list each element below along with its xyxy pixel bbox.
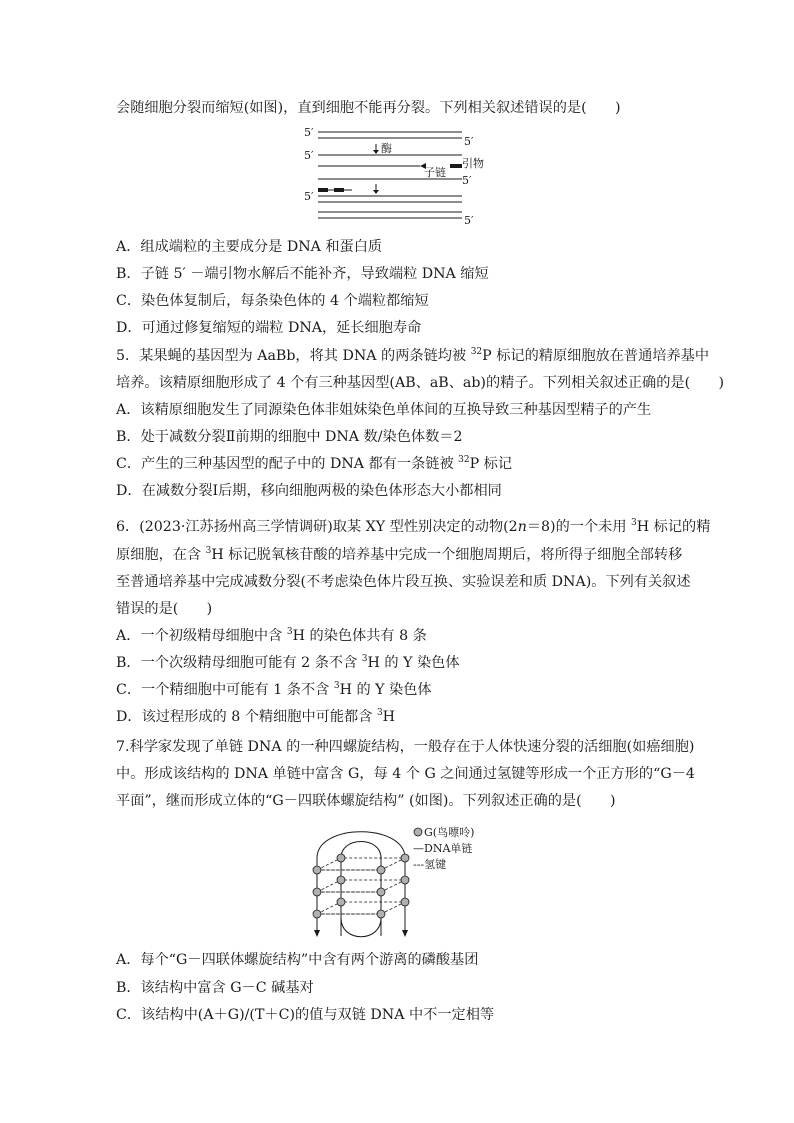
g-base: [401, 876, 409, 884]
q6-option-b: B．一个次级精母细胞可能有 2 条不含 $^3$H 的 Y 染色体: [116, 654, 460, 671]
g-base: [401, 898, 409, 906]
q7-stem-line1: 7.科学家发现了单链 DNA 的一种四螺旋结构，一般存在于人体快速分裂的活细胞(如癌细胞): [116, 739, 695, 755]
q6-stem-line3: 至普通培养基中完成减数分裂(不考虑染色体片段互换、实验误差和质 DNA)。下列有关叙述: [116, 574, 691, 590]
g-base: [377, 910, 385, 918]
telomere-diagram: [300, 124, 510, 228]
label-5prime-top-left: 5′: [304, 126, 314, 139]
q6-stem-line2: 原细胞，在含 $^3$H 标记脱氧核苷酸的培养基中完成一个细胞周期后，将所得子细胞全部转移: [116, 546, 683, 563]
strand-arrow-down: [402, 930, 408, 937]
q7-stem-line2: 中。形成该结构的 DNA 单链中富含 G，每 4 个 G 之间通过氢键等形成一个正方形的“G－4: [116, 766, 695, 782]
q7-stem-line3: 平面”，继而形成立体的“G－四联体螺旋结构” (如图)。下列叙述正确的是( ): [116, 793, 616, 809]
q5-option-c: C．产生的三种基因型的配子中的 DNA 都有一条链被 $^{32}$P 标记: [116, 455, 513, 472]
q4-option-b: B．子链 5′ －端引物水解后不能补齐，导致端粒 DNA 缩短: [116, 266, 489, 282]
q5-stem-line2: 培养。该精原细胞形成了 4 个有三种基因型(AB、aB、ab)的精子。下列相关叙述正确的是( ): [116, 375, 725, 391]
q7-option-c: C．该结构中(A＋G)/(T＋C)的值与双链 DNA 中不一定相等: [116, 1007, 495, 1023]
q6-option-c: C．一个精细胞中可能有 1 条不含 $^3$H 的 Y 染色体: [116, 681, 432, 698]
strand-arrow-down: [314, 930, 320, 937]
g-base: [377, 888, 385, 896]
q4-option-a: A．组成端粒的主要成分是 DNA 和蛋白质: [116, 239, 383, 255]
q5-stem-line1: 5．某果蝇的基因型为 AaBb，将其 DNA 的两条链均被 $^{32}$P 标记的精原细胞放在普通培养基中: [116, 347, 710, 364]
g-base: [377, 866, 385, 874]
label-primer: 引物: [462, 157, 484, 170]
label-enzyme: 酶: [381, 142, 392, 155]
q4-option-d: D．可通过修复缩短的端粒 DNA，延长细胞寿命: [116, 320, 422, 336]
strand-loop-inner: [341, 842, 381, 937]
g-base: [313, 866, 321, 874]
legend-hbond-label: ---氢键: [413, 858, 447, 871]
left-primer-block-2: [334, 188, 344, 192]
legend-g-marker: [414, 828, 422, 836]
q6-stem-line4: 错误的是( ): [116, 601, 213, 617]
q6-stem-line1: 6．(2023·江苏扬州高三学情调研)取某 XY 型性别决定的动物(2n＝8)的一个未用 $^3$H 标记的精: [116, 518, 711, 535]
legend-strand-label: —DNA单链: [413, 842, 473, 855]
primer-block: [450, 164, 462, 168]
legend-g-label: G(鸟嘌呤): [424, 826, 475, 839]
q6-option-d: D．该过程形成的 8 个精细胞中可能都含 $^3$H: [116, 708, 396, 725]
q4-stem: 会随细胞分裂而缩短(如图)，直到细胞不能再分裂。下列相关叙述错误的是( ): [116, 100, 621, 116]
q7-option-a: A．每个“G－四联体螺旋结构”中含有两个游离的磷酸基团: [116, 952, 479, 968]
label-5prime-bot-right: 5′: [464, 214, 474, 227]
label-daughter-strand: 子链: [424, 166, 446, 179]
q6-option-a: A．一个初级精母细胞中含 $^3$H 的染色体共有 8 条: [116, 627, 427, 644]
q5-option-b: B．处于减数分裂Ⅱ前期的细胞中 DNA 数/染色体数＝2: [116, 429, 463, 445]
q4-option-c: C．染色体复制后，每条染色体的 4 个端粒都缩短: [116, 293, 429, 309]
g-quadruplex-diagram: [305, 818, 495, 946]
g-base: [313, 910, 321, 918]
label-5prime-mid-left: 5′: [304, 149, 314, 162]
g-base: [401, 854, 409, 862]
g-base: [337, 854, 345, 862]
g-base: [313, 888, 321, 896]
g-base: [337, 898, 345, 906]
label-5prime-top-right: 5′: [464, 135, 474, 148]
g-base: [337, 876, 345, 884]
strand-loop-bottom: [341, 918, 381, 937]
label-5prime-mid-right: 5′: [462, 174, 472, 187]
q7-option-b: B．该结构中富含 G－C 碱基对: [116, 980, 314, 996]
left-primer-block-1: [318, 188, 328, 192]
q5-option-a: A．该精原细胞发生了同源染色体非姐妹染色单体间的互换导致三种基因型精子的产生: [116, 402, 652, 418]
q5-option-d: D．在减数分裂Ⅰ后期，移向细胞两极的染色体形态大小都相同: [116, 483, 502, 499]
label-5prime-low-left: 5′: [304, 190, 314, 203]
